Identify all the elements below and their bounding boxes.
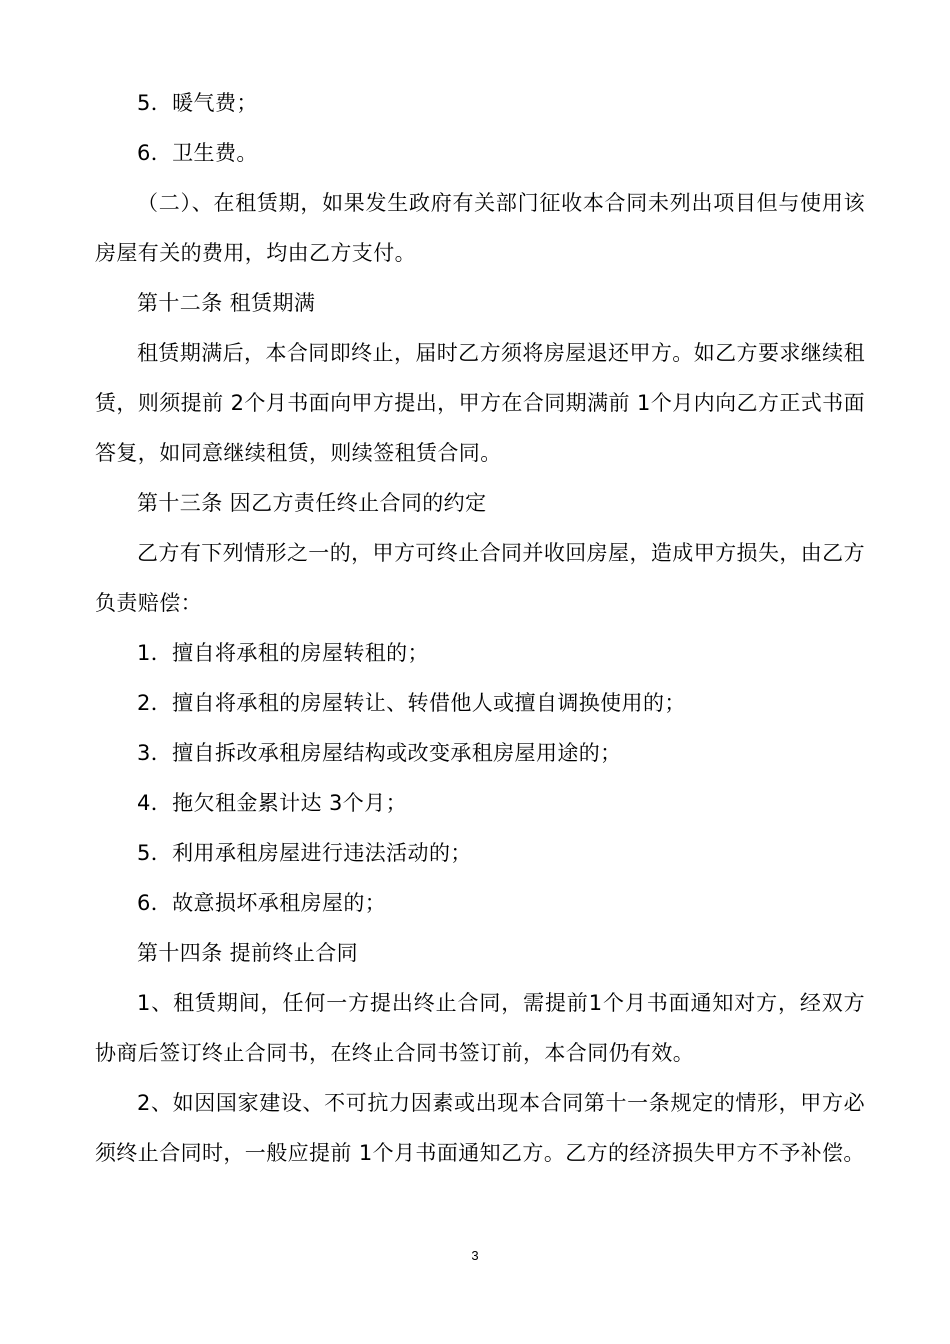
- article-14-clause-1: 1、租赁期间，任何一方提出终止合同，需提前1个月书面通知对方，经双方协商后签订终止合同书，在终止合同书签订前，本合同仍有效。: [95, 991, 865, 1065]
- article-13-item-2: 2．擅自将承租的房屋转让、转借他人或擅自调换使用的；: [137, 691, 686, 715]
- article-14-heading: 第十四条 提前终止合同: [137, 941, 359, 965]
- document-body: [95, 78, 865, 1178]
- article-12-heading: 第十二条 租赁期满: [137, 291, 316, 315]
- article-13-item-6: 6．故意损坏承租房屋的；: [137, 891, 387, 915]
- clause-other-fees: （二）、在租赁期，如果发生政府有关部门征收本合同未列出项目但与使用该房屋有关的费用，均由乙方支付。: [95, 191, 865, 265]
- page-number: 3: [471, 1248, 479, 1263]
- article-13-intro: 乙方有下列情形之一的，甲方可终止合同并收回房屋，造成甲方损失，由乙方负责赔偿：: [95, 541, 865, 615]
- article-14-clause-2: 2、如因国家建设、不可抗力因素或出现本合同第十一条规定的情形，甲方必须终止合同时，一般应提前 1个月书面通知乙方。乙方的经济损失甲方不予补偿。: [95, 1091, 865, 1165]
- list-item-heating-fee: 5．暖气费；: [137, 91, 258, 115]
- article-13-item-3: 3．擅自拆改承租房屋结构或改变承租房屋用途的；: [137, 741, 622, 765]
- article-13-item-5: 5．利用承租房屋进行违法活动的；: [137, 841, 472, 865]
- article-13-item-4: 4．拖欠租金累计达 3个月；: [137, 791, 407, 815]
- article-13-item-1: 1．擅自将承租的房屋转租的；: [137, 641, 429, 665]
- article-12-body: 租赁期满后，本合同即终止，届时乙方须将房屋退还甲方。如乙方要求继续租赁，则须提前 2个月书面向甲方提出，甲方在合同期满前 1个月内向乙方正式书面答复，如同意继续租赁，则续签租赁合同。: [95, 341, 865, 465]
- article-13-heading: 第十三条 因乙方责任终止合同的约定: [137, 491, 487, 515]
- list-item-sanitation-fee: 6．卫生费。: [137, 141, 258, 165]
